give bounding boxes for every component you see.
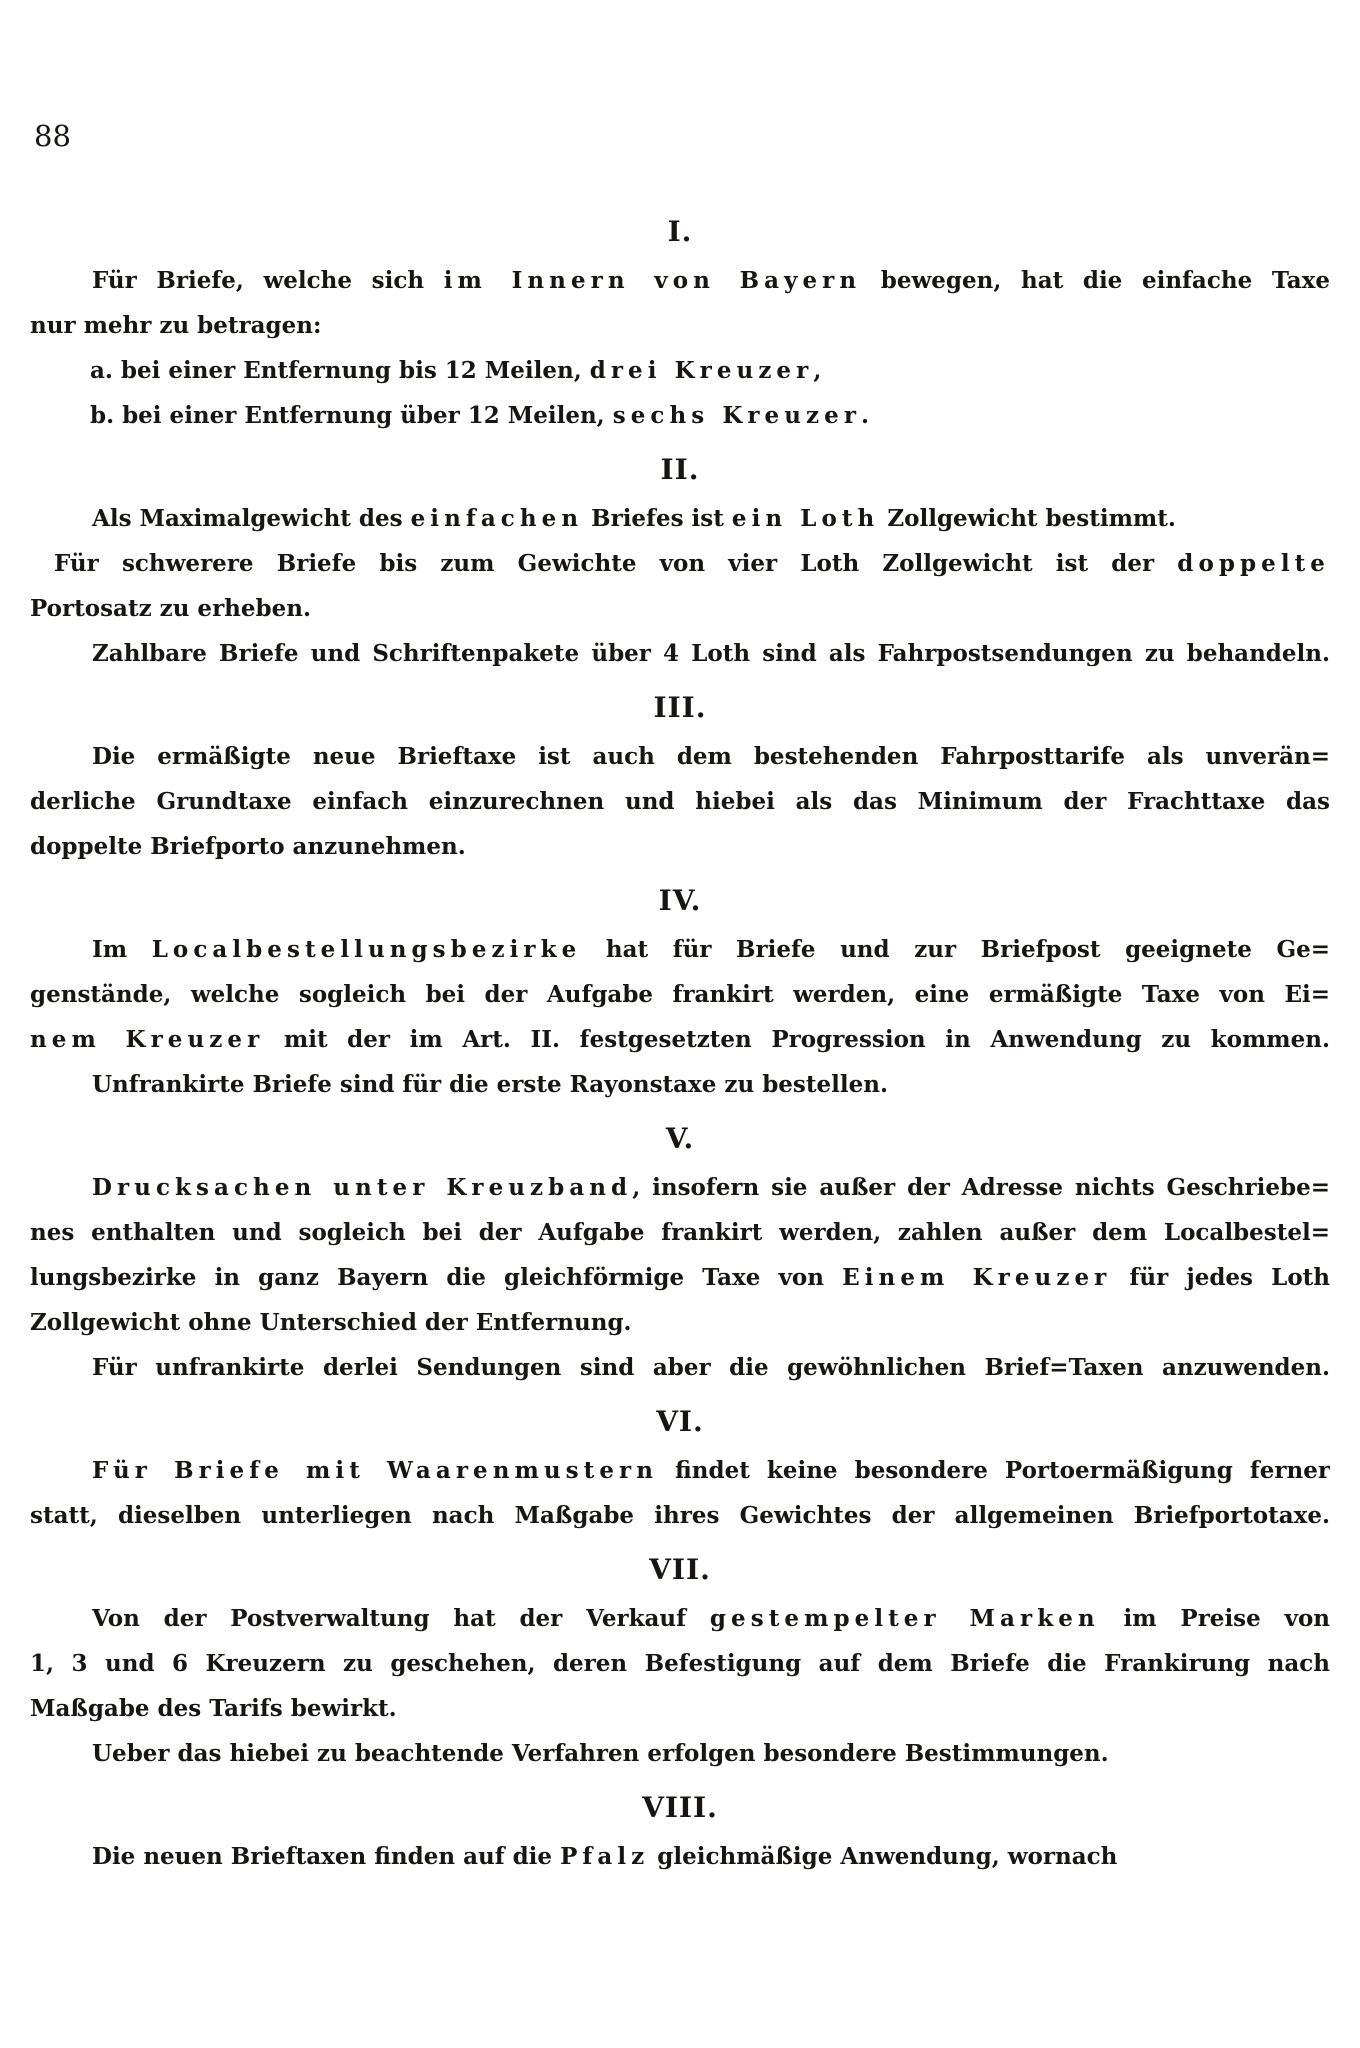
text-line [30, 348, 1330, 393]
emphasized-text: drei Kreuzer [589, 357, 814, 384]
emphasized-text: Localbestellungsbezirke [151, 936, 582, 963]
text-line [30, 1686, 1330, 1731]
text-line [30, 1641, 1330, 1686]
text-segment: doppelte Briefporto anzunehmen. [30, 833, 466, 860]
document-body [30, 212, 1330, 1879]
text-line [30, 1345, 1330, 1390]
text-line [30, 1834, 1330, 1879]
text-segment: mit der im Art. II. festgesetzten Progression in Anwendung zu kommen. [264, 1026, 1330, 1053]
text-line [30, 393, 1330, 438]
text-line [30, 1731, 1330, 1776]
text-line [30, 1300, 1330, 1345]
text-segment: Von der Postverwaltung hat der Verkauf [92, 1605, 710, 1632]
text-segment: statt, dieselben unterliegen nach Maßgabe ihres Gewichtes der allgemeinen Briefportotaxe. [30, 1502, 1330, 1529]
text-line [30, 1210, 1330, 1255]
text-segment: im Preise von [1099, 1605, 1330, 1632]
text-segment: Zollgewicht bestimmt. [879, 505, 1176, 532]
emphasized-text: sechs Kreuzer [612, 402, 862, 429]
text-segment: gleichmäßige Anwendung, wornach [649, 1843, 1118, 1870]
text-line [30, 586, 1330, 631]
emphasized-text: einfachen [410, 505, 584, 532]
section-heading: II. [660, 453, 700, 486]
text-line [30, 496, 1330, 541]
emphasized-text: gestempelter Marken [709, 1605, 1100, 1632]
emphasized-text: Pfalz [560, 1843, 650, 1870]
text-segment: , [813, 357, 822, 384]
text-segment: Die neuen Brieftaxen finden auf die [92, 1843, 561, 1870]
section-heading: VII. [649, 1553, 711, 1586]
page-number: 88 [34, 119, 71, 153]
text-segment: hat für Briefe und zur Briefpost geeignete Ge= [581, 936, 1330, 963]
section-heading: III. [653, 691, 707, 724]
text-segment: Für Briefe, welche sich [92, 267, 444, 294]
text-segment: , insofern sie außer der Adresse nichts Geschriebe= [632, 1174, 1330, 1201]
emphasized-text: ein Loth [731, 505, 880, 532]
text-segment: Unfrankirte Briefe sind für die erste Rayonstaxe zu bestellen. [92, 1071, 888, 1098]
section-heading: VI. [656, 1405, 704, 1438]
text-line [30, 1017, 1330, 1062]
text-segment: Briefes ist [583, 505, 732, 532]
text-segment: Im [92, 936, 152, 963]
text-segment: nur mehr zu betragen: [30, 312, 322, 339]
text-segment: Ueber das hiebei zu beachtende Verfahren erfolgen besondere Bestimmungen. [92, 1740, 1109, 1767]
section-heading: V. [665, 1122, 695, 1155]
text-line [30, 1165, 1330, 1210]
emphasized-text: nem Kreuzer [30, 1026, 265, 1053]
text-segment: Die ermäßigte neue Brieftaxe ist auch dem bestehenden Fahrposttarife als unverän= [92, 743, 1330, 770]
text-segment: Portosatz zu erheben. [30, 595, 311, 622]
text-segment: für jedes Loth [1111, 1264, 1330, 1291]
text-line [30, 779, 1330, 824]
text-segment: Als Maximalgewicht des [92, 505, 411, 532]
text-segment: b. bei einer Entfernung über 12 Meilen, [90, 402, 613, 429]
emphasized-text: doppelte [1177, 550, 1330, 577]
section-heading: I. [667, 215, 693, 248]
text-line [30, 541, 1330, 586]
text-line [30, 1493, 1330, 1538]
text-segment: lungsbezirke in ganz Bayern die gleichförmige Taxe von [30, 1264, 843, 1291]
text-line [30, 1062, 1330, 1107]
text-segment: bewegen, hat die einfache Taxe [861, 267, 1330, 294]
text-segment: . [861, 402, 870, 429]
text-segment: 1, 3 und 6 Kreuzern zu geschehen, deren Befestigung auf dem Briefe die Frankirung nach [30, 1650, 1330, 1677]
section-heading: IV. [658, 884, 702, 917]
text-segment: nes enthalten und sogleich bei der Aufgabe frankirt werden, zahlen außer dem Localbestel= [30, 1219, 1330, 1246]
text-line [30, 1448, 1330, 1493]
text-line [30, 927, 1330, 972]
text-segment: Für schwerere Briefe bis zum Gewichte von vier Loth Zollgewicht ist der [54, 550, 1178, 577]
text-line [30, 734, 1330, 779]
text-line [30, 972, 1330, 1017]
text-line [30, 824, 1330, 869]
text-segment: genstände, welche sogleich bei der Aufgabe frankirt werden, eine ermäßigte Taxe von Ei= [30, 981, 1330, 1008]
emphasized-text: Drucksachen unter Kreuzband [92, 1174, 633, 1201]
emphasized-text: im Innern von Bayern [443, 267, 862, 294]
text-segment: Zahlbare Briefe und Schriftenpakete über 4 Loth sind als Fahrpostsendungen zu behandeln. [92, 640, 1330, 667]
text-segment: Für unfrankirte derlei Sendungen sind aber die gewöhnlichen Brief=Taxen anzuwenden. [92, 1354, 1330, 1381]
emphasized-text: Für Briefe mit Waarenmustern [92, 1457, 658, 1484]
section-heading: VIII. [642, 1791, 718, 1824]
text-segment: a. bei einer Entfernung bis 12 Meilen, [90, 357, 590, 384]
emphasized-text: Einem Kreuzer [842, 1264, 1112, 1291]
text-line [30, 1596, 1330, 1641]
text-segment: findet keine besondere Portoermäßigung ferner [658, 1457, 1330, 1484]
text-segment: Zollgewicht ohne Unterschied der Entfernung. [30, 1309, 632, 1336]
text-line [30, 631, 1330, 676]
text-line [30, 303, 1330, 348]
text-line [30, 258, 1330, 303]
text-segment: derliche Grundtaxe einfach einzurechnen und hiebei als das Minimum der Frachttaxe das [30, 788, 1330, 815]
text-segment: Maßgabe des Tarifs bewirkt. [30, 1695, 397, 1722]
text-line [30, 1255, 1330, 1300]
